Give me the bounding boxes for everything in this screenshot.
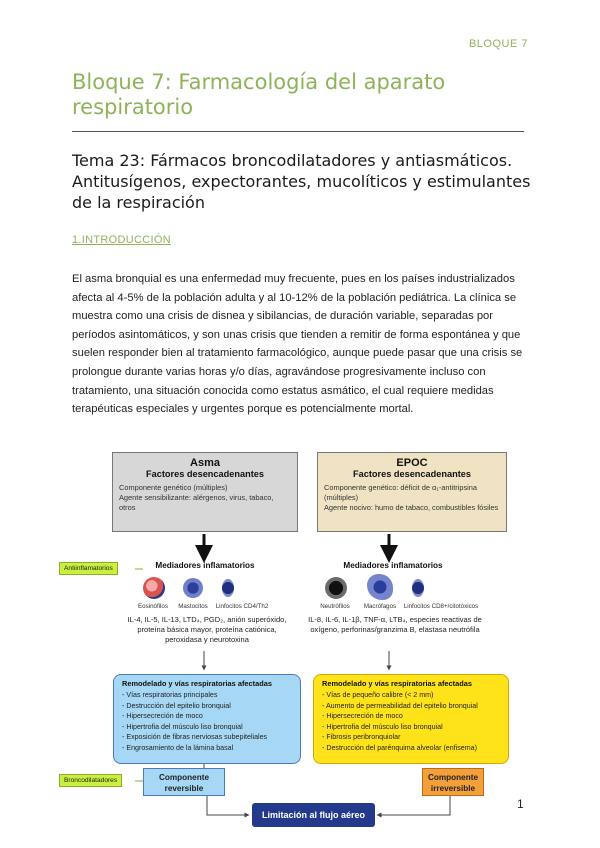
- epoc-subtitle: Factores desencadenantes: [353, 469, 471, 479]
- lymphocyte-cd4-icon: [222, 579, 234, 597]
- title-divider: [72, 131, 524, 132]
- irreversible-component-box: Componente irreversible: [422, 768, 484, 796]
- asma-remodeling-item: - Destrucción del epitelio bronquial: [122, 701, 231, 710]
- asma-remodeling-title: Remodelado y vías respiratorias afectadas: [122, 679, 272, 688]
- asma-remodeling-item: - Hipertrofia del músculo liso bronquial: [122, 722, 243, 731]
- cell-label-mastocitos: Mastocitos: [178, 603, 208, 610]
- epoc-trigger-1: Componente genético: déficit de α₁-antitripsina (múltiples): [324, 483, 478, 502]
- section-heading: 1.INTRODUCCIÓN: [72, 234, 171, 246]
- airflow-limitation-box: Limitación al flujo aéreo: [252, 803, 375, 827]
- topic-title: Tema 23: Fármacos broncodilatadores y antiasmáticos. Antitusígenos, expectorantes, mucolíticos y estimulantes de la respiración: [72, 151, 531, 212]
- epoc-remodeling-box: [313, 674, 509, 764]
- lymphocyte-cd8-icon: [412, 579, 424, 597]
- asma-mediators-title: Mediadores inflamatorios: [155, 561, 255, 570]
- epoc-mediators-text: IL-8, IL-6, IL-1β, TNF-α, LTB₄, especies reactivas de oxígeno, perforinas/granzima B, elastasa neutrófila: [308, 615, 482, 634]
- intro-paragraph: El asma bronquial es una enfermedad muy frecuente, pues en los países industrializados afecta al 4-5% de la población adulta y al 10-12% de la población pediátrica. La clínica se muestra como una crisis de disnea y sibilancias, de duración variable, separadas por períodos asintomáticos, y son unas crisis que tienden a remitir de forma espontánea y que suelen responder bien al tratamiento farmacológico, aunque puede pasar que una crisis se prolongue durante varias horas y/o días, agravándose progresivamente incluso con tratamiento, una situación conocida como estatus asmático, el cual requiere medidas terapéuticas especiales y urgentes porque es potencialmente mortal.: [72, 273, 523, 416]
- bronchodilator-tag: Broncodilatadores: [59, 774, 122, 787]
- asma-triggers-box: [112, 452, 298, 532]
- header-label: BLOQUE 7: [468, 38, 528, 50]
- epoc-title: EPOC: [396, 457, 428, 469]
- asma-to-flow: [207, 793, 247, 815]
- epoc-to-flow: [379, 793, 450, 815]
- epoc-remodeling-item: - Vías de pequeño calibre (< 2 mm): [322, 691, 434, 699]
- cell-label-eosinofilos: Eosinófilos: [138, 603, 168, 610]
- reversible-component-box: Componente reversible: [143, 768, 225, 796]
- asma-remodeling-item: - Exposición de fibras nerviosas subepiteliales: [122, 733, 268, 741]
- epoc-mediators-title: Mediadores inflamatorios: [343, 561, 443, 570]
- asma-title: Asma: [190, 457, 220, 469]
- epoc-remodeling-item: - Fibrosis peribronquiolar: [322, 733, 401, 741]
- page-title: Bloque 7: Farmacología del aparato respiratorio: [72, 70, 446, 119]
- asma-trigger-2: Agente sensibilizante: alérgenos, virus, tabaco, otros: [119, 493, 274, 512]
- asma-remodeling-item: - Hipersecreción de moco: [122, 712, 203, 720]
- cell-label-cd4: Linfocitos CD4/Th2: [215, 603, 269, 610]
- mastocyte-icon: [183, 578, 203, 598]
- macrophage-icon: [367, 574, 393, 600]
- cell-label-macrofagos: Macrófagos: [363, 603, 397, 610]
- epoc-trigger-2: Agente nocivo: humo de tabaco, combustibles fósiles: [324, 503, 499, 512]
- eosinophil-icon: [143, 577, 165, 599]
- asma-remodeling-item: - Vías respiratorias principales: [122, 691, 218, 699]
- epoc-remodeling-item: - Destrucción del parénquima alveolar (enfisema): [322, 743, 477, 752]
- epoc-remodeling-item: - Hipertrofia del músculo liso bronquial: [322, 722, 443, 731]
- page-number: 1: [517, 797, 524, 811]
- cell-label-cd8: Linfocitos CD8+/citotóxicos: [403, 603, 479, 610]
- epoc-remodeling-item: - Aumento de permeabilidad del epitelio bronquial: [322, 701, 478, 710]
- asma-mediators-text: IL-4, IL-5, IL-13, LTD₄, PGD₂, anión superóxido, proteína básica mayor, proteína catiónica, peroxidasa y neurotoxina: [127, 615, 287, 644]
- asma-trigger-1: Componente genético (múltiples): [119, 483, 228, 492]
- epoc-remodeling-title: Remodelado y vías respiratorias afectadas: [322, 679, 472, 688]
- asma-subtitle: Factores desencadenantes: [146, 469, 264, 479]
- asma-remodeling-item: - Engrosamiento de la lámina basal: [122, 743, 234, 752]
- cell-label-neutrofilos: Neutrófilos: [320, 603, 350, 610]
- neutrophil-icon: [325, 577, 347, 599]
- epoc-triggers-box: [317, 452, 507, 532]
- pathophysiology-figure: [55, 448, 535, 833]
- asma-remodeling-box: [113, 674, 301, 764]
- epoc-remodeling-item: - Hipersecreción de moco: [322, 712, 403, 720]
- antiinflammatory-tag: Antiinflamatorios: [59, 562, 118, 575]
